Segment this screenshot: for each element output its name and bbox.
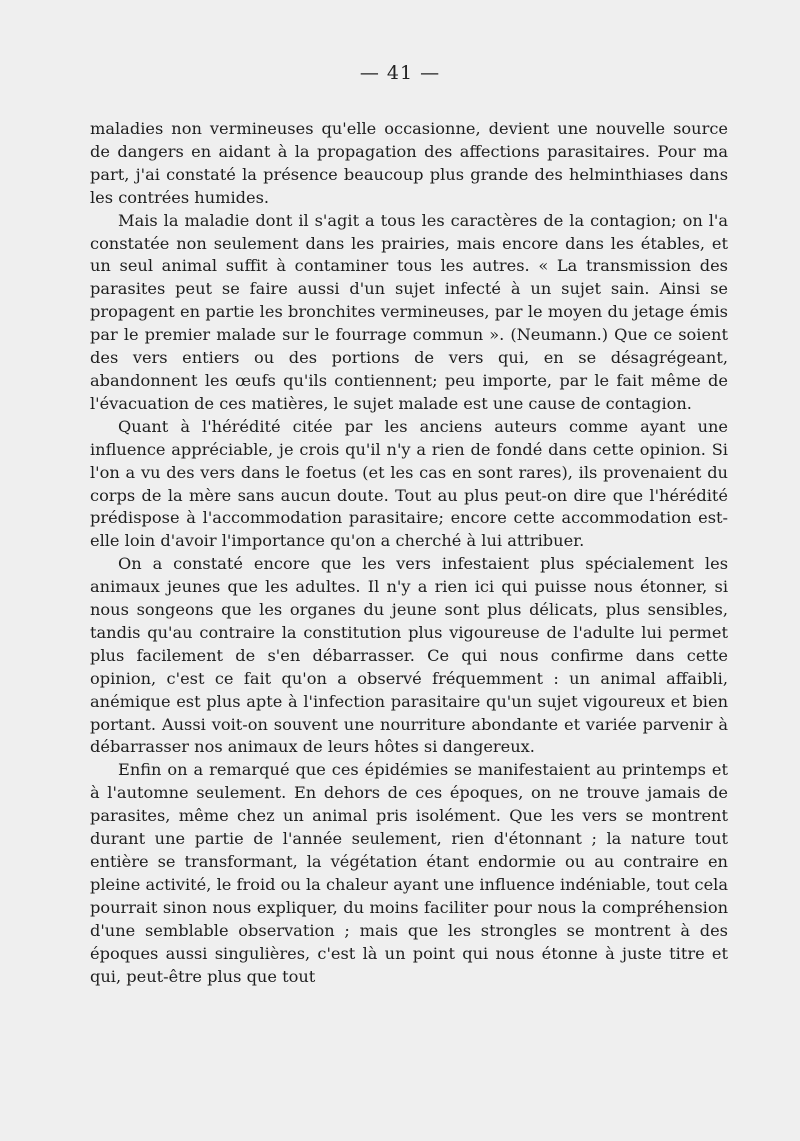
paragraph-young-animals: On a constaté encore que les vers infestaient plus spécialement les animaux jeunes que les adultes. Il n'y a rien ici qui puisse nous étonner, si nous songeons que les organes du jeune sont plus délicats, plus sensibles, tandis qu'au contraire la constitution plus vigoureuse de l'adulte lui permet plus facilement de s'en débarrasser. Ce qui nous confirme dans cette opinion, c'est ce fait qu'on a observé fréquemment : un animal affaibli, anémique est plus apte à l'infection parasitaire qu'un sujet vigoureux et bien portant. Aussi voit-on souvent une nourriture abondante et variée parvenir à débarrasser nos animaux de leurs hôtes si dangereux. (90, 554, 728, 757)
paragraph-heredity: Quant à l'hérédité citée par les anciens auteurs comme ayant une influence appréciable, je crois qu'il n'y a rien de fondé dans cette opinion. Si l'on a vu des vers dans le foetus (et les cas en sont rares), ils provenaient du corps de la mère sans aucun doute. Tout au plus peut-on dire que l'hérédité prédispose à l'accommodation parasitaire; encore cette accommodation est-elle loin d'avoir l'importance qu'on a cherché à lui attribuer. (90, 416, 728, 551)
paragraph-continuation: maladies non vermineuses qu'elle occasionne, devient une nouvelle source de dangers en aidant à la propagation des affections parasitaires. Pour ma part, j'ai constaté la présence beaucoup plus grande des helminthiases dans les contrées humides. (90, 119, 728, 207)
paragraph-seasons: Enfin on a remarqué que ces épidémies se manifestaient au printemps et à l'automne seulement. En dehors de ces époques, on ne trouve jamais de parasites, même chez un animal pris isolément. Que les vers se montrent durant une partie de l'année seulement, rien d'étonnant ; la nature tout entière se transformant, la végétation étant endormie ou au contraire en pleine activité, le froid ou la chaleur ayant une influence indéniable, tout cela pourrait sinon nous expliquer, du moins faciliter pour nous la compréhension d'une semblable observation ; mais que les strongles se montrent à des époques aussi singulières, c'est là un point qui nous étonne à juste titre et qui, peut-être plus que tout (90, 760, 728, 986)
page-number: — 41 — (359, 62, 441, 84)
paragraph-contagion: Mais la maladie dont il s'agit a tous les caractères de la contagion; on l'a constatée non seulement dans les prairies, mais encore dans les étables, et un seul animal suffit à contaminer tous les autres. « La transmission des parasites peut se faire aussi d'un sujet infecté à un sujet sain. Ainsi se propagent en partie les bronchites vermineuses, par le moyen du jetage émis par le premier malade sur le fourrage commun ». (Neumann.) Que ce soient des vers entiers ou des portions de vers qui, en se désagrégeant, abandonnent les œufs qu'ils contiennent; peu importe, par le fait même de l'évacuation de ces matières, le sujet malade est une cause de contagion. (90, 210, 728, 413)
body-text (90, 118, 728, 988)
